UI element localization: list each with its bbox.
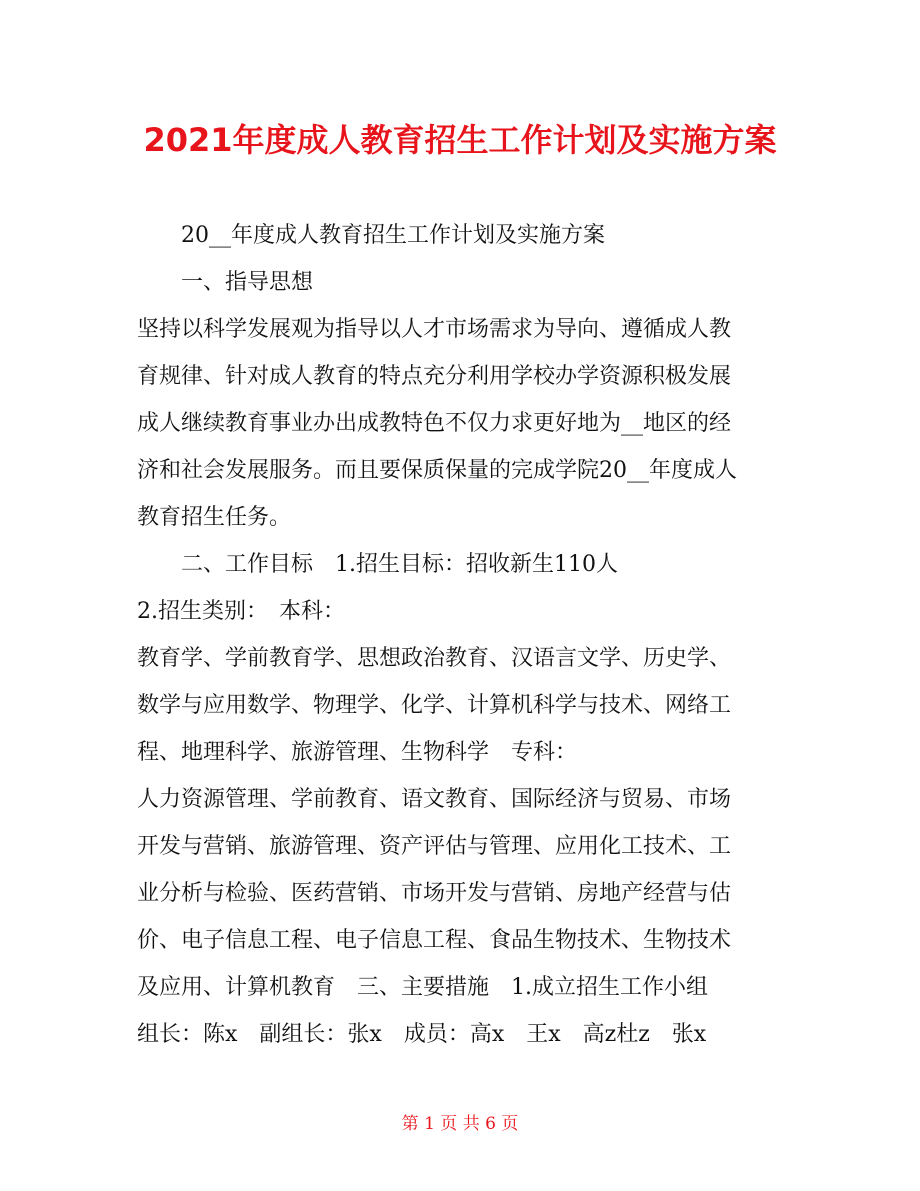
paragraph-line: 组长：陈x 副组长：张x 成员：高x 王x 高z杜z 张x	[137, 1022, 707, 1047]
page-number-footer: 第 1 页 共 6 页	[401, 1114, 519, 1134]
section-heading: 二、工作目标 1.招生目标：招收新生110人	[181, 552, 618, 577]
paragraph-line: 20__年度成人教育招生工作计划及实施方案	[181, 223, 605, 248]
paragraph-line: 教育招生任务。	[137, 505, 292, 530]
paragraph-line: 及应用、计算机教育 三、主要措施 1.成立招生工作小组	[137, 975, 708, 1000]
paragraph-line: 成人继续教育事业办出成教特色不仅力求更好地为__地区的经	[137, 411, 732, 436]
paragraph-line: 坚持以科学发展观为指导以人才市场需求为导向、遵循成人教	[137, 317, 732, 342]
paragraph-line: 2.招生类别： 本科：	[137, 599, 345, 624]
paragraph-line: 程、地理科学、旅游管理、生物科学 专科：	[137, 740, 578, 765]
paragraph-line: 业分析与检验、医药营销、市场开发与营销、房地产经营与估	[137, 881, 732, 906]
document-body	[137, 212, 789, 1058]
section-heading: 一、指导思想	[181, 270, 314, 295]
paragraph-line: 数学与应用数学、物理学、化学、计算机科学与技术、网络工	[137, 693, 732, 718]
document-title: 2021年度成人教育招生工作计划及实施方案	[143, 121, 777, 159]
paragraph-line: 价、电子信息工程、电子信息工程、食品生物技术、生物技术	[137, 928, 732, 953]
paragraph-line: 开发与营销、旅游管理、资产评估与管理、应用化工技术、工	[137, 834, 732, 859]
paragraph-line: 济和社会发展服务。而且要保质保量的完成学院20__年度成人	[137, 458, 737, 483]
paragraph-line: 育规律、针对成人教育的特点充分利用学校办学资源积极发展	[137, 364, 732, 389]
paragraph-line: 教育学、学前教育学、思想政治教育、汉语言文学、历史学、	[137, 646, 732, 671]
paragraph-line: 人力资源管理、学前教育、语文教育、国际经济与贸易、市场	[137, 787, 732, 812]
